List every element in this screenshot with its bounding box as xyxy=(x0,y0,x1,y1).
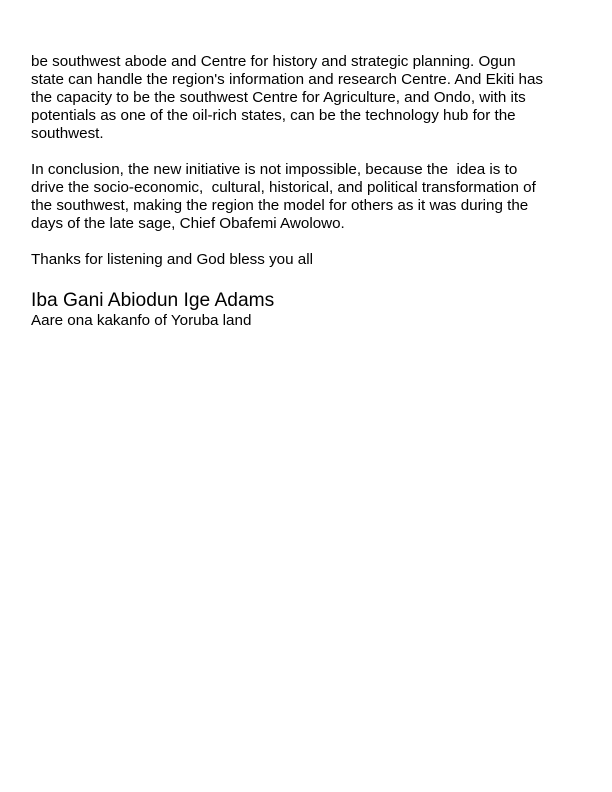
signature-title: Aare ona kakanfo of Yoruba land xyxy=(31,312,252,329)
paragraph-conclusion: In conclusion, the new initiative is not impossible, because the idea is to drive the socio-economic, cultural, historical, and political transformation of the southwest, making the region the model for others as it was during the days of the late sage, Chief Obafemi Awolowo. xyxy=(31,161,536,232)
paragraph-closing-thanks: Thanks for listening and God bless you all xyxy=(31,251,313,268)
paragraph-regional-roles: be southwest abode and Centre for history and strategic planning. Ogun state can handle the region's information and research Centre. And Ekiti has the capacity to be the southwest Centre for Agriculture, and Ondo, with its potentials as one of the oil-rich states, can be the technology hub for the southwest. xyxy=(31,53,543,142)
document-body xyxy=(31,53,586,330)
signature-name: Iba Gani Abiodun Ige Adams xyxy=(31,290,275,311)
